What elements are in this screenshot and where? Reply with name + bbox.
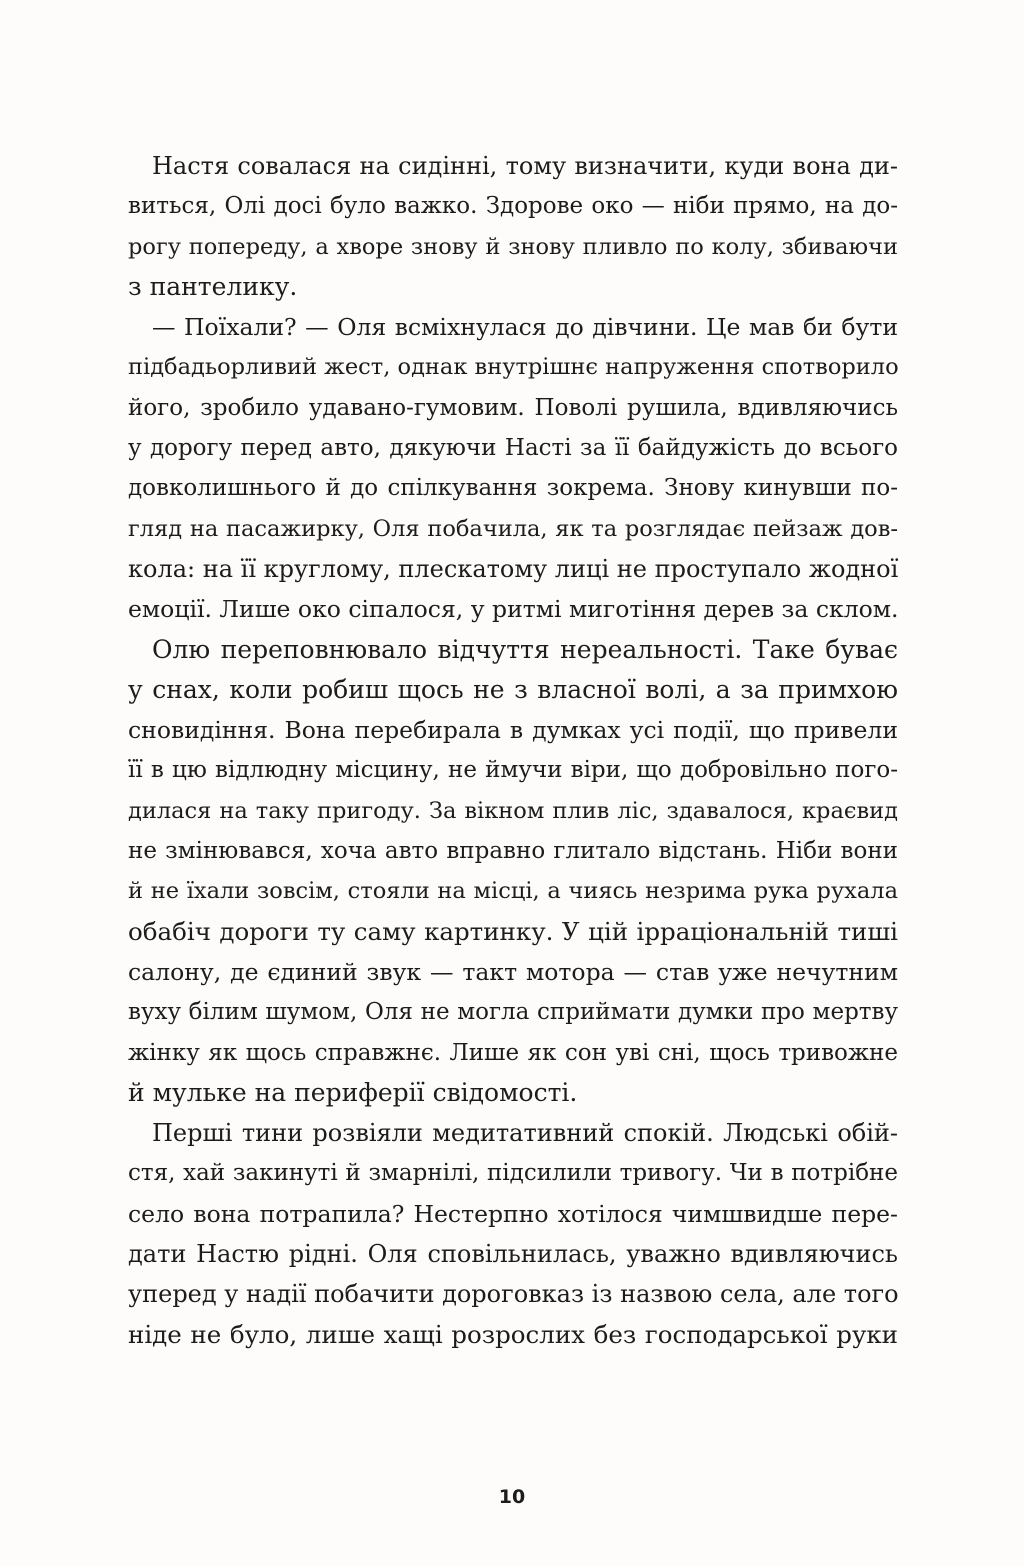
text-line: обабіч дороги ту саму картинку. У цій ірраціональній тиші: [128, 916, 898, 946]
paragraph-1: [128, 146, 898, 307]
page-number: 10: [498, 1486, 526, 1508]
text-line: Перші тини розвіяли медитативний спокій. Людські обій-: [152, 1119, 898, 1148]
text-line: й мульке на периферії свідомості.: [128, 1077, 578, 1107]
text-line: його, зробило удавано-гумовим. Поволі рушила, вдивляючись: [128, 394, 898, 421]
text-line: вуху білим шумом, Оля не могла сприймати думки про мертву: [128, 999, 898, 1026]
text-line: її в цю відлюдну місцину, не ймучи віри, що добровільно пого-: [128, 757, 898, 784]
text-line: не змінювався, хоча авто вправно глитало відстань. Ніби вони: [128, 838, 898, 865]
text-line: сновидіння. Вона перебирала в думках усі події, що привели: [128, 716, 898, 745]
paragraph-2: [128, 307, 898, 629]
text-line: стя, хай закинуті й змарнілі, підсилили тривогу. Чи в потрібне: [128, 1160, 898, 1187]
text-line: рогу попереду, а хворе знову й знову пливло по колу, збиваючи: [128, 233, 898, 260]
paragraph-3: [128, 630, 898, 1114]
paragraph-4: [128, 1113, 898, 1355]
text-line: довколишнього й до спілкування зокрема. Знову кинувши по-: [128, 475, 898, 502]
text-line: уперед у надії побачити дороговказ із назвою села, але того: [128, 1280, 899, 1309]
text-line: виться, Олі досі було важко. Здорове око — ніби прямо, на до-: [128, 193, 898, 220]
text-line: гляд на пасажирку, Оля побачила, як та розглядає пейзаж дов-: [128, 515, 898, 542]
text-line: — Поїхали? — Оля всміхнулася до дівчини. Це мав би бути: [152, 313, 898, 342]
text-line: Настя совалася на сидінні, тому визначити, куди вона ди-: [152, 152, 898, 180]
text-line: село вона потрапила? Нестерпно хотілося чимшвидше пере-: [128, 1199, 898, 1228]
text-line: салону, де єдиний звук — такт мотора — став уже нечутним: [128, 957, 898, 986]
text-line: кола: на її круглому, плескатому лиці не проступало жодної: [128, 554, 899, 583]
text-line: дати Настю рідні. Оля сповільнилась, уважно вдивляючись: [128, 1240, 898, 1269]
text-line: підбадьорливий жест, однак внутрішнє напруження спотворило: [128, 354, 899, 381]
text-line: у дорогу перед авто, дякуючи Насті за її байдужість до всього: [128, 435, 898, 462]
text-line: у снах, коли робиш щось не з власної волі, а за примхою: [128, 674, 898, 704]
text-line: Олю переповнювало відчуття нереальності. Таке буває: [152, 634, 898, 664]
text-line: жінку як щось справжнє. Лише як сон уві сні, щось тривожне: [128, 1039, 898, 1066]
text-line: з пантелику.: [128, 271, 298, 301]
text-line: дилася на таку пригоду. За вікном плив ліс, здавалося, краєвид: [128, 797, 898, 824]
body-text: [128, 146, 898, 1355]
text-line: емоції. Лише око сіпалося, у ритмі миготіння дерев за склом.: [128, 595, 899, 624]
text-line: й не їхали зовсім, стояли на місці, а чиясь незрима рука рухала: [128, 878, 898, 905]
text-line: ніде не було, лише хащі розрослих без господарської руки: [128, 1319, 898, 1349]
